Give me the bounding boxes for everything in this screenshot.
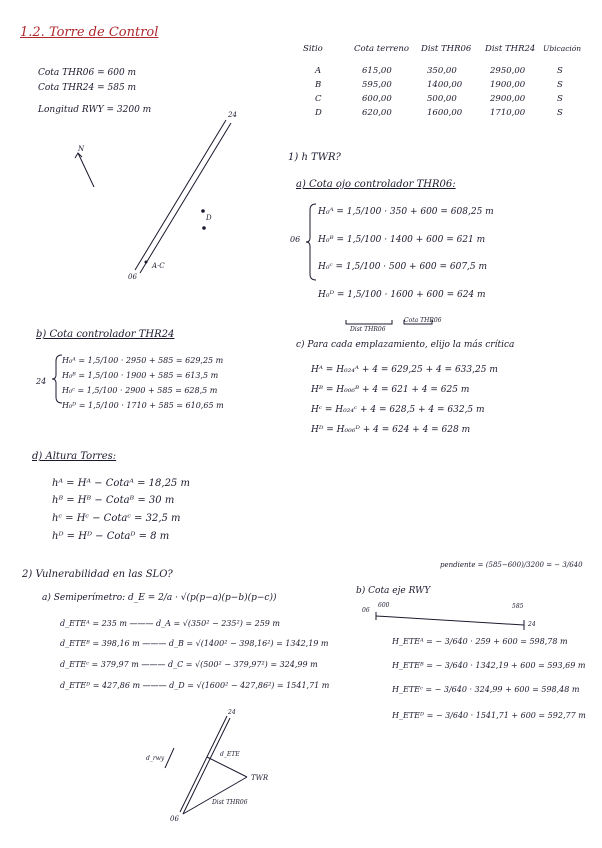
table-cell: D xyxy=(315,108,322,118)
table-cell: 620,00 xyxy=(362,108,392,118)
table-cell: 595,00 xyxy=(362,80,392,90)
section-2b-line: H_ETEᴰ = − 3/640 · 1541,71 + 600 = 592,77 m xyxy=(392,711,586,720)
slope-24-label: 24 xyxy=(528,621,536,628)
section-2a-heading: a) Semiperímetro: d_E = 2/a · √(p(p−a)(p−b)(p−c)) xyxy=(42,593,277,603)
section-1b-line: H₀ᴬ = 1,5/100 · 2950 + 585 = 629,25 m xyxy=(62,356,224,365)
slope-06-label: 06 xyxy=(362,607,370,614)
section-2b-heading: b) Cota eje RWY xyxy=(356,586,431,596)
section-1d-line: hᶜ = Hᶜ − Cotaᶜ = 32,5 m xyxy=(52,513,181,524)
table-cell: S xyxy=(557,80,563,90)
section-2a-line: d_ETEᴰ = 427,86 m ——— d_D = √(1600² − 427,86²) = 1541,71 m xyxy=(60,681,330,690)
section-2a-line: d_ETEᴮ = 398,16 m ——— d_B = √(1400² − 398,16²) = 1342,19 m xyxy=(60,639,329,648)
section-1c-line: Hᴰ = H₀₀₆ᴰ + 4 = 624 + 4 = 628 m xyxy=(311,425,471,435)
section-1-heading: 1) h TWR? xyxy=(288,152,341,163)
table-cell: 600,00 xyxy=(362,94,392,104)
section-1a-line: H₀ᴮ = 1,5/100 · 1400 + 600 = 621 m xyxy=(318,235,486,245)
runway-end-24: 24 xyxy=(228,111,237,119)
table-cell: A xyxy=(315,66,322,76)
table-cell: 350,00 xyxy=(427,66,457,76)
brace-24 xyxy=(52,355,62,403)
sketch2-end-24: 24 xyxy=(228,709,236,716)
table-cell: 1710,00 xyxy=(490,108,526,118)
section-1c-heading: c) Para cada emplazamiento, elijo la más crítica xyxy=(296,340,515,350)
table-cell: 2900,00 xyxy=(490,94,526,104)
section-1a-line: H₀ᴰ = 1,5/100 · 1600 + 600 = 624 m xyxy=(318,290,486,300)
sketch2-d-ete: d_ETE xyxy=(220,751,240,758)
table-header: Dist THR24 xyxy=(485,44,536,54)
brace-dist xyxy=(346,320,392,324)
table-header: Dist THR06 xyxy=(421,44,472,54)
north-arrow-head xyxy=(75,153,82,158)
table-cell: S xyxy=(557,108,563,118)
runway-edge-right xyxy=(140,123,231,273)
table-cell: B xyxy=(315,80,322,90)
section-1b-line: H₀ᶜ = 1,5/100 · 2900 + 585 = 628,5 m xyxy=(62,386,218,395)
sketch2-d-rwy: d_rwy xyxy=(146,755,165,762)
north-label: N xyxy=(78,145,85,153)
section-2b-line: H_ETEᴬ = − 3/640 · 259 + 600 = 598,78 m xyxy=(392,637,568,646)
runway-end-06: 06 xyxy=(128,273,137,281)
section-1a-line: H₀ᴬ = 1,5/100 · 350 + 600 = 608,25 m xyxy=(318,207,494,217)
section-1d-heading: d) Altura Torres: xyxy=(32,451,117,462)
table-cell: 500,00 xyxy=(427,94,457,104)
table-cell: 1600,00 xyxy=(427,108,463,118)
table-cell: S xyxy=(557,94,563,104)
table-cell: 1900,00 xyxy=(490,80,526,90)
slope-585-label: 585 xyxy=(512,603,524,610)
section-2a-line: d_ETEᴬ = 235 m ——— d_A = √(350² − 235²) = 259 m xyxy=(60,619,281,628)
site-ac-label: A·C xyxy=(152,262,165,270)
group-24-label: 24 xyxy=(36,377,47,386)
group-06-label: 06 xyxy=(290,235,301,244)
north-arrow xyxy=(78,153,94,187)
section-1d-line: hᴬ = Hᴬ − Cotaᴬ = 18,25 m xyxy=(52,478,190,489)
table-cell: 1400,00 xyxy=(427,80,463,90)
sketch2-dist: Dist THR06 xyxy=(212,799,248,806)
table-header: Ubicación xyxy=(543,44,582,53)
site-d-label: D xyxy=(206,214,212,222)
runway-edge-left xyxy=(135,120,226,270)
section-2b-line: H_ETEᶜ = − 3/640 · 324,99 + 600 = 598,48 m xyxy=(392,685,580,694)
given-cota-thr24: Cota THR24 = 585 m xyxy=(38,83,137,93)
section-1b-heading: b) Cota controlador THR24 xyxy=(36,329,175,340)
section-1a-heading: a) Cota ojo controlador THR06: xyxy=(296,179,456,190)
table-header: Cota terreno xyxy=(354,44,410,54)
table-cell: S xyxy=(557,66,563,76)
section-1c-line: Hᴮ = H₀₀₆ᴮ + 4 = 621 + 4 = 625 m xyxy=(311,385,470,395)
ete-line xyxy=(207,757,247,777)
page-title: 1.2. Torre de Control xyxy=(20,25,159,40)
slope-600-label: 600 xyxy=(378,602,390,609)
table-header: Sitio xyxy=(303,44,323,54)
section-1a-line: H₀ᶜ = 1,5/100 · 500 + 600 = 607,5 m xyxy=(318,262,488,272)
section-2a-line: d_ETEᶜ = 379,97 m ——— d_C = √(500² − 379,97²) = 324,99 m xyxy=(60,660,318,669)
section-1d-line: hᴮ = Hᴮ − Cotaᴮ = 30 m xyxy=(52,495,175,506)
brace-cota-label: Cota THR06 xyxy=(404,317,442,324)
brace-dist-label: Dist THR06 xyxy=(350,326,386,333)
section-1b-line: H₀ᴰ = 1,5/100 · 1710 + 585 = 610,65 m xyxy=(62,401,224,410)
table-cell: 615,00 xyxy=(362,66,392,76)
section-1b-line: H₀ᴮ = 1,5/100 · 1900 + 585 = 613,5 m xyxy=(62,371,219,380)
given-cota-thr06: Cota THR06 = 600 m xyxy=(38,68,137,78)
given-longitud-rwy: Longitud RWY = 3200 m xyxy=(38,105,152,115)
sketch2-twr: TWR xyxy=(251,774,269,782)
sketch2-end-06: 06 xyxy=(170,815,179,823)
table-cell: 2950,00 xyxy=(490,66,526,76)
table-cell: C xyxy=(315,94,322,104)
section-1c-line: Hᶜ = H₀₂₄ᶜ + 4 = 628,5 + 4 = 632,5 m xyxy=(311,405,485,415)
section-2-heading: 2) Vulnerabilidad en las SLO? xyxy=(22,569,173,580)
section-2b-line: H_ETEᴮ = − 3/640 · 1342,19 + 600 = 593,69 m xyxy=(392,661,586,670)
slope-formula: pendiente = (585−600)/3200 = − 3/640 xyxy=(440,561,583,569)
section-1c-line: Hᴬ = H₀₂₄ᴬ + 4 = 629,25 + 4 = 633,25 m xyxy=(311,365,498,375)
drwy-dim xyxy=(165,748,174,768)
slope-line xyxy=(376,616,524,625)
brace-06 xyxy=(306,204,316,280)
section-1d-line: hᴰ = Hᴰ − Cotaᴰ = 8 m xyxy=(52,531,170,542)
